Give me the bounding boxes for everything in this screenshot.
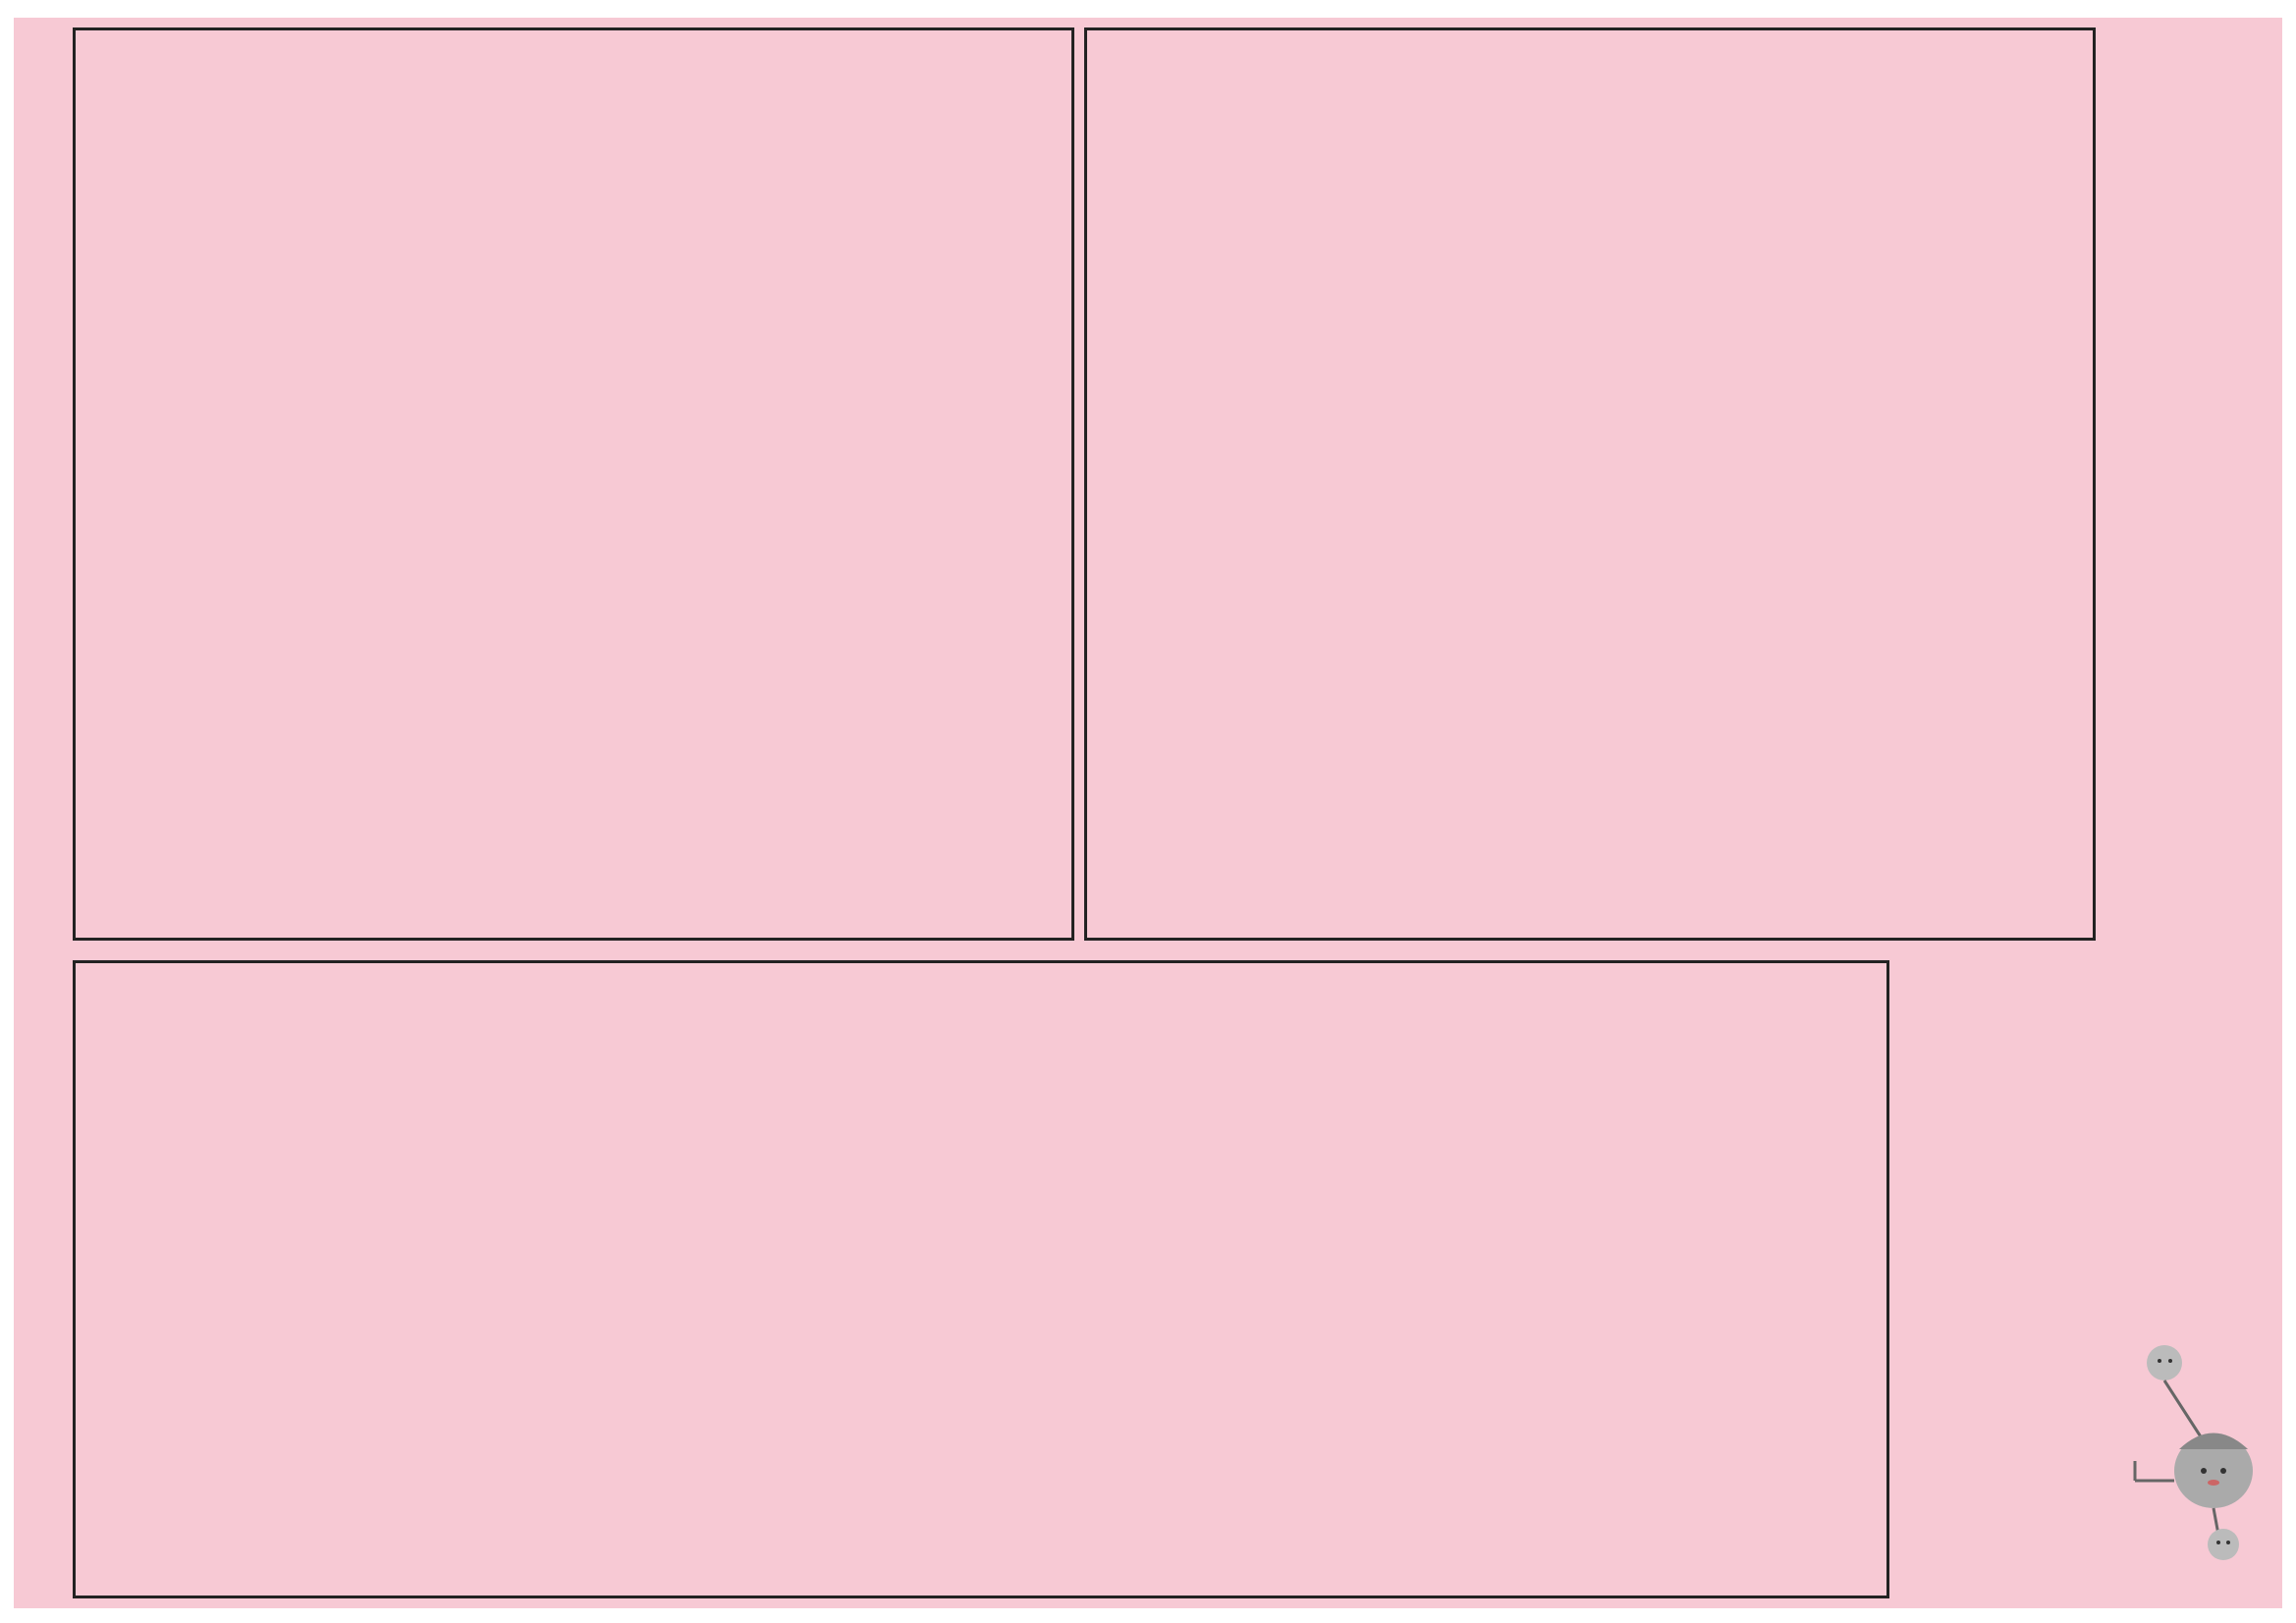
childcare-advice-box	[73, 960, 1889, 1598]
monthly-events-box	[1084, 27, 2096, 941]
acorn-mascot-illustration	[2125, 1333, 2282, 1569]
notices-box	[73, 27, 1074, 941]
newsletter-sheet	[14, 18, 2282, 1608]
